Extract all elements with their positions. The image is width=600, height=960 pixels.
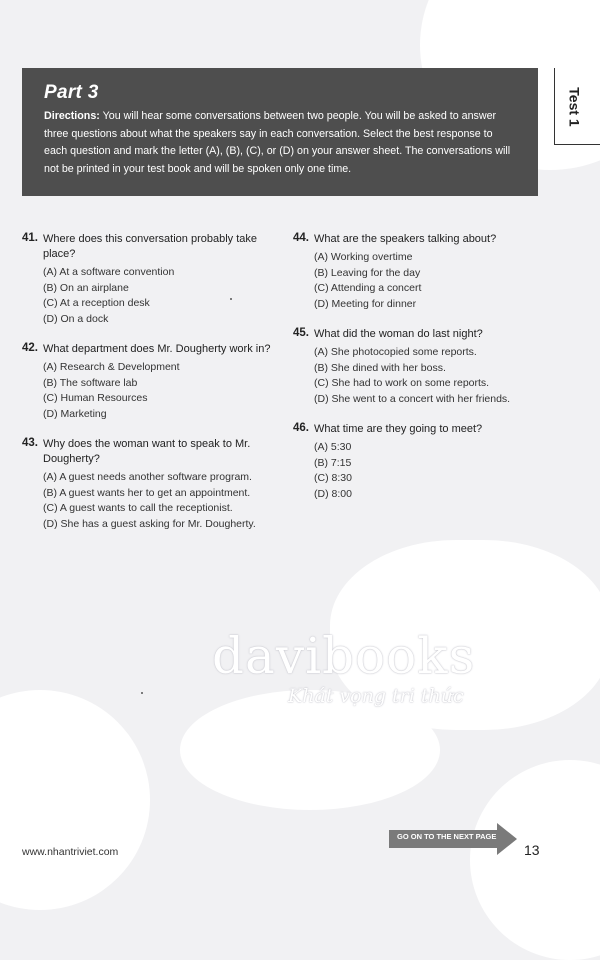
directions-panel — [22, 68, 538, 196]
option-c: (C) 8:30 — [314, 472, 352, 484]
answer-options — [314, 440, 543, 502]
option-d: (D) Marketing — [43, 407, 107, 420]
watermark-tagline: Khát vọng tri thức — [288, 685, 464, 707]
answer-options — [43, 470, 272, 532]
questions-left-column — [22, 232, 272, 532]
option-c: (C) A guest wants to call the receptionist. — [43, 502, 233, 514]
option-b: (B) On an airplane — [43, 281, 129, 294]
option-b: (B) A guest wants her to get an appointment. — [43, 486, 251, 499]
background-blob — [180, 690, 440, 810]
option-a: (A) She photocopied some reports. — [314, 346, 477, 358]
question-text: What time are they going to meet? — [314, 423, 483, 435]
question-number: 45. — [293, 327, 309, 339]
option-c: (C) Human Resources — [43, 392, 148, 404]
question-text: What did the woman do last night? — [314, 328, 483, 340]
option-c: (C) She had to work on some reports. — [314, 377, 490, 389]
test-section-tab — [554, 68, 600, 145]
question-number: 43. — [22, 437, 38, 449]
print-speck — [230, 298, 232, 300]
option-a: (A) 5:30 — [314, 441, 352, 453]
option-d: (D) Meeting for dinner — [314, 297, 417, 310]
question-text: What are the speakers talking about? — [314, 233, 497, 245]
print-speck — [141, 692, 143, 694]
question-46 — [293, 422, 543, 502]
option-d: (D) On a dock — [43, 312, 109, 325]
answer-options — [43, 360, 272, 422]
directions-label: Directions: — [44, 110, 100, 122]
question-number: 41. — [22, 232, 38, 244]
answer-options — [314, 250, 543, 312]
option-d: (D) 8:00 — [314, 487, 352, 500]
option-a: (A) A guest needs another software program. — [43, 471, 252, 483]
question-number: 42. — [22, 342, 38, 354]
option-b: (B) The software lab — [43, 376, 138, 389]
answer-options — [314, 345, 543, 407]
answer-options — [43, 265, 272, 327]
option-b: (B) She dined with her boss. — [314, 361, 446, 374]
option-a: (A) Working overtime — [314, 251, 413, 263]
option-b: (B) 7:15 — [314, 456, 352, 469]
option-d: (D) She went to a concert with her friends. — [314, 392, 511, 405]
watermark — [212, 627, 512, 707]
next-page-label: GO ON TO THE NEXT PAGE — [397, 832, 497, 841]
question-42 — [22, 342, 272, 422]
option-d: (D) She has a guest asking for Mr. Dougherty. — [43, 517, 256, 530]
question-number: 44. — [293, 232, 309, 244]
option-a: (A) Research & Development — [43, 361, 180, 373]
question-text: Where does this conversation probably take place? — [43, 233, 258, 260]
question-text: What department does Mr. Dougherty work in? — [43, 343, 271, 355]
option-c: (C) Attending a concert — [314, 282, 422, 294]
page-number: 13 — [524, 842, 540, 858]
question-45 — [293, 327, 543, 407]
watermark-brand: davibooks — [212, 627, 476, 685]
option-c: (C) At a reception desk — [43, 297, 150, 309]
directions-body: You will hear some conversations between two people. You will be asked to answer three questions about what the speakers say in each conversation. Select the best response to each question and mark the letter (A), (B), (C), or (D) on your answer sheet. The conversations will not be printed in your test book and will be spoken only one time. — [44, 110, 511, 175]
website-url: www.nhantriviet.com — [22, 846, 119, 858]
option-b: (B) Leaving for the day — [314, 266, 421, 279]
next-page-arrow[interactable] — [389, 823, 517, 855]
question-number: 46. — [293, 422, 309, 434]
test-tab-label: Test 1 — [567, 87, 583, 127]
option-a: (A) At a software convention — [43, 266, 175, 278]
directions-text — [44, 108, 518, 178]
question-43 — [22, 437, 272, 532]
background-blob — [470, 760, 600, 960]
question-44 — [293, 232, 543, 312]
question-text: Why does the woman want to speak to Mr. Dougherty? — [43, 438, 251, 465]
part-title: Part 3 — [44, 82, 99, 103]
question-41 — [22, 232, 272, 327]
questions-right-column — [293, 232, 543, 502]
background-blob — [0, 690, 150, 910]
